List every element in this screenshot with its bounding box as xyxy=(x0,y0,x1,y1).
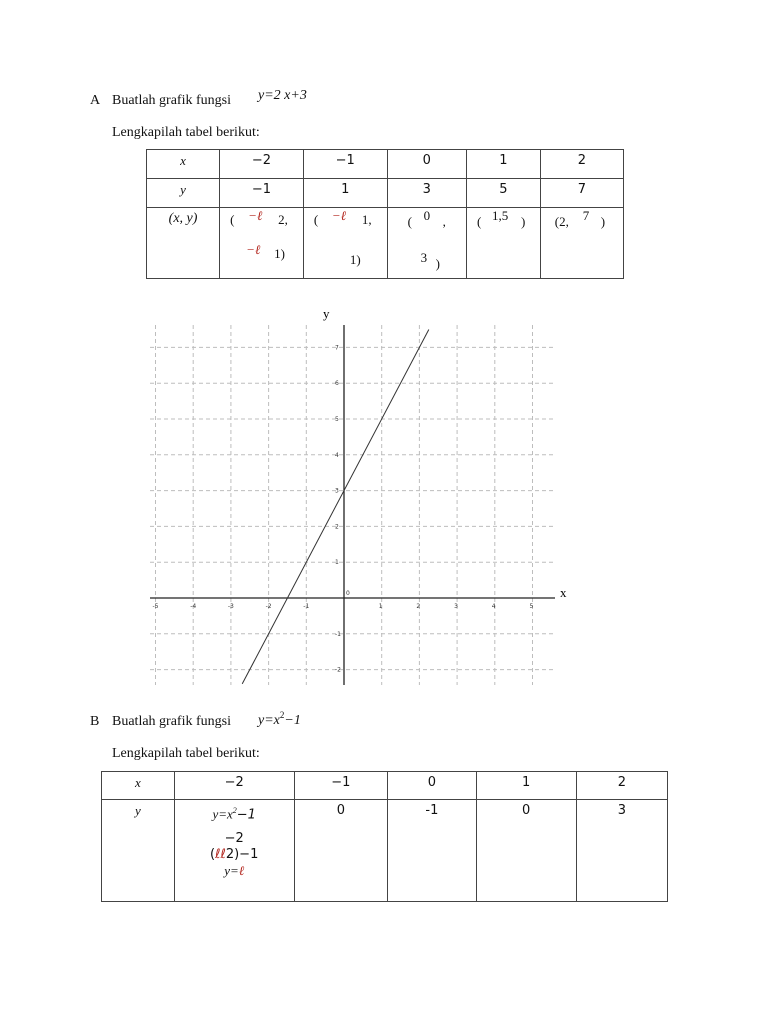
table-a-y-cell: 1 xyxy=(303,179,387,208)
x-tick-label: 2 xyxy=(416,603,421,610)
table-a-y-cell: −1 xyxy=(220,179,304,208)
pair-placeholder: −ℓ xyxy=(246,242,261,257)
x-tick-label: -4 xyxy=(190,603,197,610)
table-b-y-cell: 0 xyxy=(294,800,388,902)
y-tick-label: 1 xyxy=(335,559,339,567)
work-base: y=x xyxy=(212,806,233,822)
x-tick-label: -3 xyxy=(227,603,234,610)
graph-a xyxy=(140,300,585,695)
pair-value: 1,5 xyxy=(492,208,509,223)
table-a-y-cell: 3 xyxy=(387,179,466,208)
pair-value: 1) xyxy=(349,252,361,267)
work-rest: 2)−1 xyxy=(225,847,259,863)
work-placeholder: ℓ xyxy=(238,863,245,879)
pair-placeholder: −ℓ xyxy=(248,208,263,223)
pair-open: ( xyxy=(313,212,319,227)
table-a-x-cell: 0 xyxy=(387,150,466,179)
pair-value: 0 xyxy=(423,208,431,223)
table-a-pair-cell-5 xyxy=(540,208,623,279)
pair-value: 1) xyxy=(274,246,285,261)
table-a-pair-cell-2 xyxy=(303,208,387,279)
pair-placeholder: −ℓ xyxy=(331,208,347,223)
table-a-y-cell: 7 xyxy=(540,179,623,208)
table-b-x-cell: 2 xyxy=(576,772,667,800)
graph-tick-labels xyxy=(153,344,534,673)
section-a-formula: y=2 x+3 xyxy=(258,88,307,103)
table-a-pair-cell-1 xyxy=(220,208,304,279)
table-b-x-header: x xyxy=(102,772,175,800)
pair-value: 2, xyxy=(278,212,288,227)
table-a-y-header: y xyxy=(147,179,220,208)
work-line-3 xyxy=(177,847,292,863)
section-b-instruction: Buatlah grafik fungsi xyxy=(112,714,231,729)
graph-axes xyxy=(150,325,555,685)
x-tick-label: 0 xyxy=(346,590,350,597)
x-tick-label: -2 xyxy=(265,603,272,610)
pair-open: ( xyxy=(230,212,235,227)
y-tick-label: 3 xyxy=(335,487,339,495)
pair-value: 7 xyxy=(582,208,590,223)
table-b-x-cell: 0 xyxy=(388,772,477,800)
table-a-x-cell: 2 xyxy=(540,150,623,179)
table-b-y-cell: 0 xyxy=(476,800,576,902)
y-tick-label: 5 xyxy=(335,416,339,423)
pair-comma: , xyxy=(442,214,446,229)
y-tick-label: 2 xyxy=(335,523,339,531)
section-b-formula xyxy=(258,710,301,729)
section-a-instruction: Buatlah grafik fungsi xyxy=(112,93,231,108)
pair-open: ( xyxy=(407,214,412,229)
table-a-y-cell: 5 xyxy=(467,179,541,208)
table-b-y-cell: 3 xyxy=(576,800,667,902)
table-b xyxy=(101,771,668,902)
table-a-x-cell: −1 xyxy=(303,150,387,179)
pair-close: ) xyxy=(435,256,440,271)
work-line-4 xyxy=(177,863,292,879)
x-tick-label: -5 xyxy=(152,603,159,610)
pair-close: ) xyxy=(600,214,606,229)
y-tick-label: -1 xyxy=(335,630,341,638)
section-b-table-label: Lengkapilah tabel berikut: xyxy=(112,746,260,761)
work-line-1 xyxy=(177,803,292,823)
y-tick-label: 6 xyxy=(335,380,339,388)
pair-value: 1, xyxy=(361,212,372,227)
y-tick-label: -2 xyxy=(335,666,341,674)
table-a-x-header: x xyxy=(147,150,220,179)
table-b-y-cell: -1 xyxy=(388,800,477,902)
table-b-x-cell: −2 xyxy=(174,772,294,800)
table-b-x-cell: 1 xyxy=(476,772,576,800)
pair-open: (2, xyxy=(554,214,569,229)
table-b-work-cell xyxy=(174,800,294,902)
y-tick-label: 7 xyxy=(335,344,339,352)
table-a-pair-cell-3 xyxy=(387,208,466,279)
x-tick-label: 5 xyxy=(529,603,534,610)
formula-exponent: 2 xyxy=(279,710,285,720)
formula-base: y=x xyxy=(258,713,280,728)
work-exponent: 2 xyxy=(232,806,237,815)
work-paren: ( xyxy=(210,847,216,863)
pair-close: ) xyxy=(521,214,526,229)
x-tick-label: -1 xyxy=(303,603,310,610)
y-axis-label: y xyxy=(323,306,330,321)
y-tick-label: 4 xyxy=(335,451,339,459)
work-tail: −1 xyxy=(236,807,256,823)
work-lhs: y= xyxy=(224,863,239,879)
pair-value: 3 xyxy=(420,250,428,265)
x-tick-label: 4 xyxy=(491,603,496,610)
table-b-x-cell: −1 xyxy=(294,772,388,800)
section-a-table-label: Lengkapilah tabel berikut: xyxy=(112,125,260,140)
x-tick-label: 1 xyxy=(378,603,383,610)
graph-grid xyxy=(150,325,555,685)
table-a-xy-header: (x, y) xyxy=(147,208,220,279)
section-a-letter: A xyxy=(90,93,101,108)
work-line-2: −2 xyxy=(224,831,244,847)
table-a-pair-cell-4 xyxy=(467,208,541,279)
x-tick-label: 3 xyxy=(454,603,458,610)
table-a-x-cell: 1 xyxy=(467,150,541,179)
table-b-y-header: y xyxy=(102,800,175,902)
x-axis-label: x xyxy=(560,585,567,600)
work-placeholder: ℓℓ xyxy=(215,847,226,863)
section-b-letter: B xyxy=(90,714,100,729)
formula-tail: −1 xyxy=(284,713,301,728)
pair-open: ( xyxy=(477,214,482,229)
table-a xyxy=(146,149,624,279)
table-a-x-cell: −2 xyxy=(220,150,304,179)
